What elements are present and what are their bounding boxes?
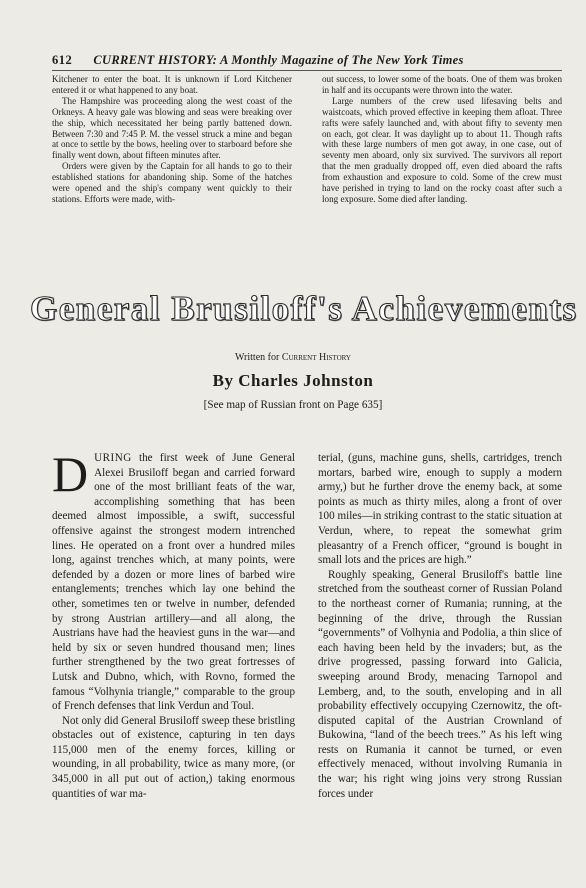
paragraph: terial, (guns, machine guns, shells, cartridges, trench mortars, barbed wire, enough to supply a modern army,) but he further drove the enemy back, at some points as much as thirty miles, along a front of over 100 miles—in striking contrast to the static situation at Verdun, where, to repeat the somewhat grim pleasantry of a French officer, “ground is bought in small lots and the prices are high.” — [318, 452, 562, 567]
drop-cap: D — [52, 451, 89, 502]
article-title: General Brusiloff's Achievements — [30, 289, 578, 328]
paragraph: Orders were given by the Captain for all hands to go to their established stations for abandoning ship. Some of the hatches were opened and the ship's company went quickly to their stations. Efforts were made, with- — [52, 161, 292, 204]
paragraph: out success, to lower some of the boats. One of them was broken in half and its occupants were thrown into the water. — [322, 74, 562, 95]
paragraph: Kitchener to enter the boat. It is unknown if Lord Kitchener entered it or what happened to any boat. — [52, 74, 292, 95]
preceding-article-right-column — [322, 74, 562, 234]
written-for-source: Current History — [281, 352, 351, 363]
lead-paragraph-text: the first week of June General Alexei Brusiloff began and carried forward one of the most brilliant feats of the war, accomplishing something that has been deemed almost impossible, a swift, successful offensive against the strongest modern intrenched lines. He operated on a front over a hundred miles long, against trenches which, at many points, were defended by a dozen or more lines of barbed wire entanglements; trenches which lay one behind the other, sometimes ten or twelve in number, defended by strong Austrian artillery—and all along, the Austrians have had the heaviest guns in the war—and held by six or seven hundred thousand men; lines further strengthened by the two great fortresses of Lutsk and Dubno, which, with Rovno, formed the famous “Volhynia triangle,” comparable to the group of French defenses that link Verdun and Toul. — [52, 452, 295, 713]
byline: By Charles Johnston — [212, 371, 374, 390]
written-for-prefix: Written for — [235, 352, 280, 363]
lead-paragraph — [52, 451, 295, 714]
page-number: 612 — [52, 53, 73, 67]
preceding-article-left-column — [52, 74, 292, 234]
lead-words: URING — [94, 452, 132, 464]
written-for-line — [0, 352, 586, 364]
map-note: [See map of Russian front on Page 635] — [203, 399, 383, 411]
paragraph: The Hampshire was proceeding along the west coast of the Orkneys. A heavy gale was blowing and seas were breaking over the ship, which necessitated her being partly battened down. Between 7:30 and 7:45 P. M. the vessel struck a mine and began at once to settle by the bows, heeling over to starboard before she finally went down, about fifteen minutes after. — [52, 95, 292, 161]
paragraph: Not only did General Brusiloff sweep these bristling obstacles out of existence, capturing in ten days 115,000 men of the enemy forces, killing or wounding, in all probability, twice as many more, (or 345,000 in all put out of action,) taking enormous quantities of war ma- — [52, 714, 295, 800]
paragraph: Large numbers of the crew used lifesaving belts and waistcoats, which proved effective in keeping them afloat. Three rafts were safely launched and, with about fifty to seventy men on each, got clear. It was daylight up to about 11. Though rafts with these large numbers of men got away, in one case, out of seventy men aboard, only six survived. The survivors all report that the men gradually dropped off, even died aboard the rafts from exhaustion and exposure to cold. Some of the crew must have perished in trying to land on the rocky coast after such a long exposure. Some died after landing. — [322, 95, 562, 204]
article-right-column — [318, 451, 562, 881]
magazine-title: CURRENT HISTORY: A Monthly Magazine of The New York Times — [93, 53, 464, 67]
paragraph: Roughly speaking, General Brusiloff's battle line stretched from the southeast corner of Russian Poland to the northeast corner of Rumania; running, at the beginning of the drive, through the Russian “governments” of Volhynia and Podolia, a thin slice of each having been held by the invaders; but, as the drive progressed, passing forward into Galicia, sweeping around Brody, menacing Tarnopol and Lemberg, and, to the south, enveloping and in all probability effectively occupying Czernowitz, the oft-disputed capital of the Austrian Crownland of Bukowina, “land of the beech trees.” As his left wing rests on Rumania it cannot be turned, or even effectively menaced, without involving Rumania in the war; his right wing joins very strong Russian forces under — [318, 568, 562, 800]
article-left-column — [52, 451, 295, 881]
running-header — [52, 52, 562, 71]
